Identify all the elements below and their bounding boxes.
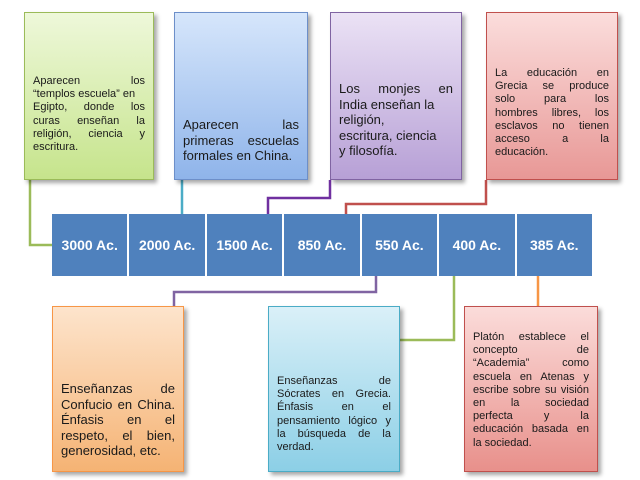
box-line: Platón establece el: [473, 331, 589, 343]
timeline-date: 2000 Ac.: [129, 214, 206, 276]
box-line: acceso a la: [495, 132, 609, 145]
box-china-schools: [174, 12, 308, 180]
connector-1500: [268, 180, 330, 214]
box-line: Los monjes en: [339, 81, 453, 96]
box-socrates: [268, 306, 400, 472]
box-confucius: [52, 306, 184, 472]
box-line: en la sociedad: [473, 396, 589, 409]
box-line: la búsqueda de la: [277, 427, 391, 440]
connector-3000: [30, 180, 52, 245]
box-line: India enseñan la: [339, 96, 435, 112]
box-line: concepto de: [473, 344, 589, 357]
timeline-date: 550 Ac.: [362, 214, 439, 276]
box-line: Enseñanzas de: [61, 381, 175, 396]
box-line: Confucio en China.: [61, 396, 175, 412]
box-line: La educación en: [495, 67, 609, 79]
timeline-date: 1500 Ac.: [207, 214, 284, 276]
box-line: respeto, el bien,: [61, 427, 175, 443]
box-line: esclavos no tienen: [495, 119, 609, 132]
box-line: la sociedad.: [473, 436, 532, 449]
box-line: Sócrates en Grecia.: [277, 388, 391, 401]
box-line: Grecia se produce: [495, 80, 609, 93]
box-line: religión, ciencia y: [33, 127, 145, 140]
box-line: verdad.: [277, 440, 314, 453]
box-line: Enseñanzas de: [277, 375, 391, 387]
timeline-date: 3000 Ac.: [52, 214, 129, 276]
box-plato-academy: [464, 306, 598, 472]
box-line: escritura, ciencia: [339, 127, 437, 143]
connector-400: [400, 276, 454, 340]
box-line: Énfasis en el: [61, 412, 175, 428]
timeline-bar: [52, 214, 592, 276]
box-line: “Academia” como: [473, 357, 589, 370]
box-line: Aparecen las: [183, 117, 299, 132]
box-line: solo para los: [495, 93, 609, 106]
box-line: formales en China.: [183, 148, 293, 164]
box-line: primeras escuelas: [183, 132, 299, 148]
box-line: perfecta y la: [473, 410, 589, 423]
box-line: y filosofía.: [339, 143, 398, 159]
timeline-date: 850 Ac.: [284, 214, 361, 276]
box-greece-education: [486, 12, 618, 180]
timeline-date: 400 Ac.: [439, 214, 516, 276]
box-line: “templos escuela” en: [33, 88, 136, 101]
connector-850: [346, 180, 486, 214]
box-line: curas enseñan la: [33, 114, 145, 127]
box-line: pensamiento lógico y: [277, 414, 391, 427]
timeline-date: 385 Ac.: [517, 214, 592, 276]
box-line: educación.: [495, 146, 549, 159]
box-line: Énfasis en el: [277, 401, 391, 414]
box-line: Egipto, donde los: [33, 101, 145, 114]
box-egypt-temples: [24, 12, 154, 180]
box-line: hombres libres, los: [495, 106, 609, 119]
box-line: escuela en Atenas y: [473, 370, 589, 383]
box-line: escritura.: [33, 140, 79, 153]
box-line: religión,: [339, 112, 385, 128]
box-india-monks: [330, 12, 462, 180]
box-line: educación basada en: [473, 423, 589, 436]
box-line: generosidad, etc.: [61, 443, 161, 459]
box-line: escribe sobre su visión: [473, 383, 589, 396]
box-line: Aparecen los: [33, 75, 145, 87]
connector-550: [174, 276, 376, 306]
